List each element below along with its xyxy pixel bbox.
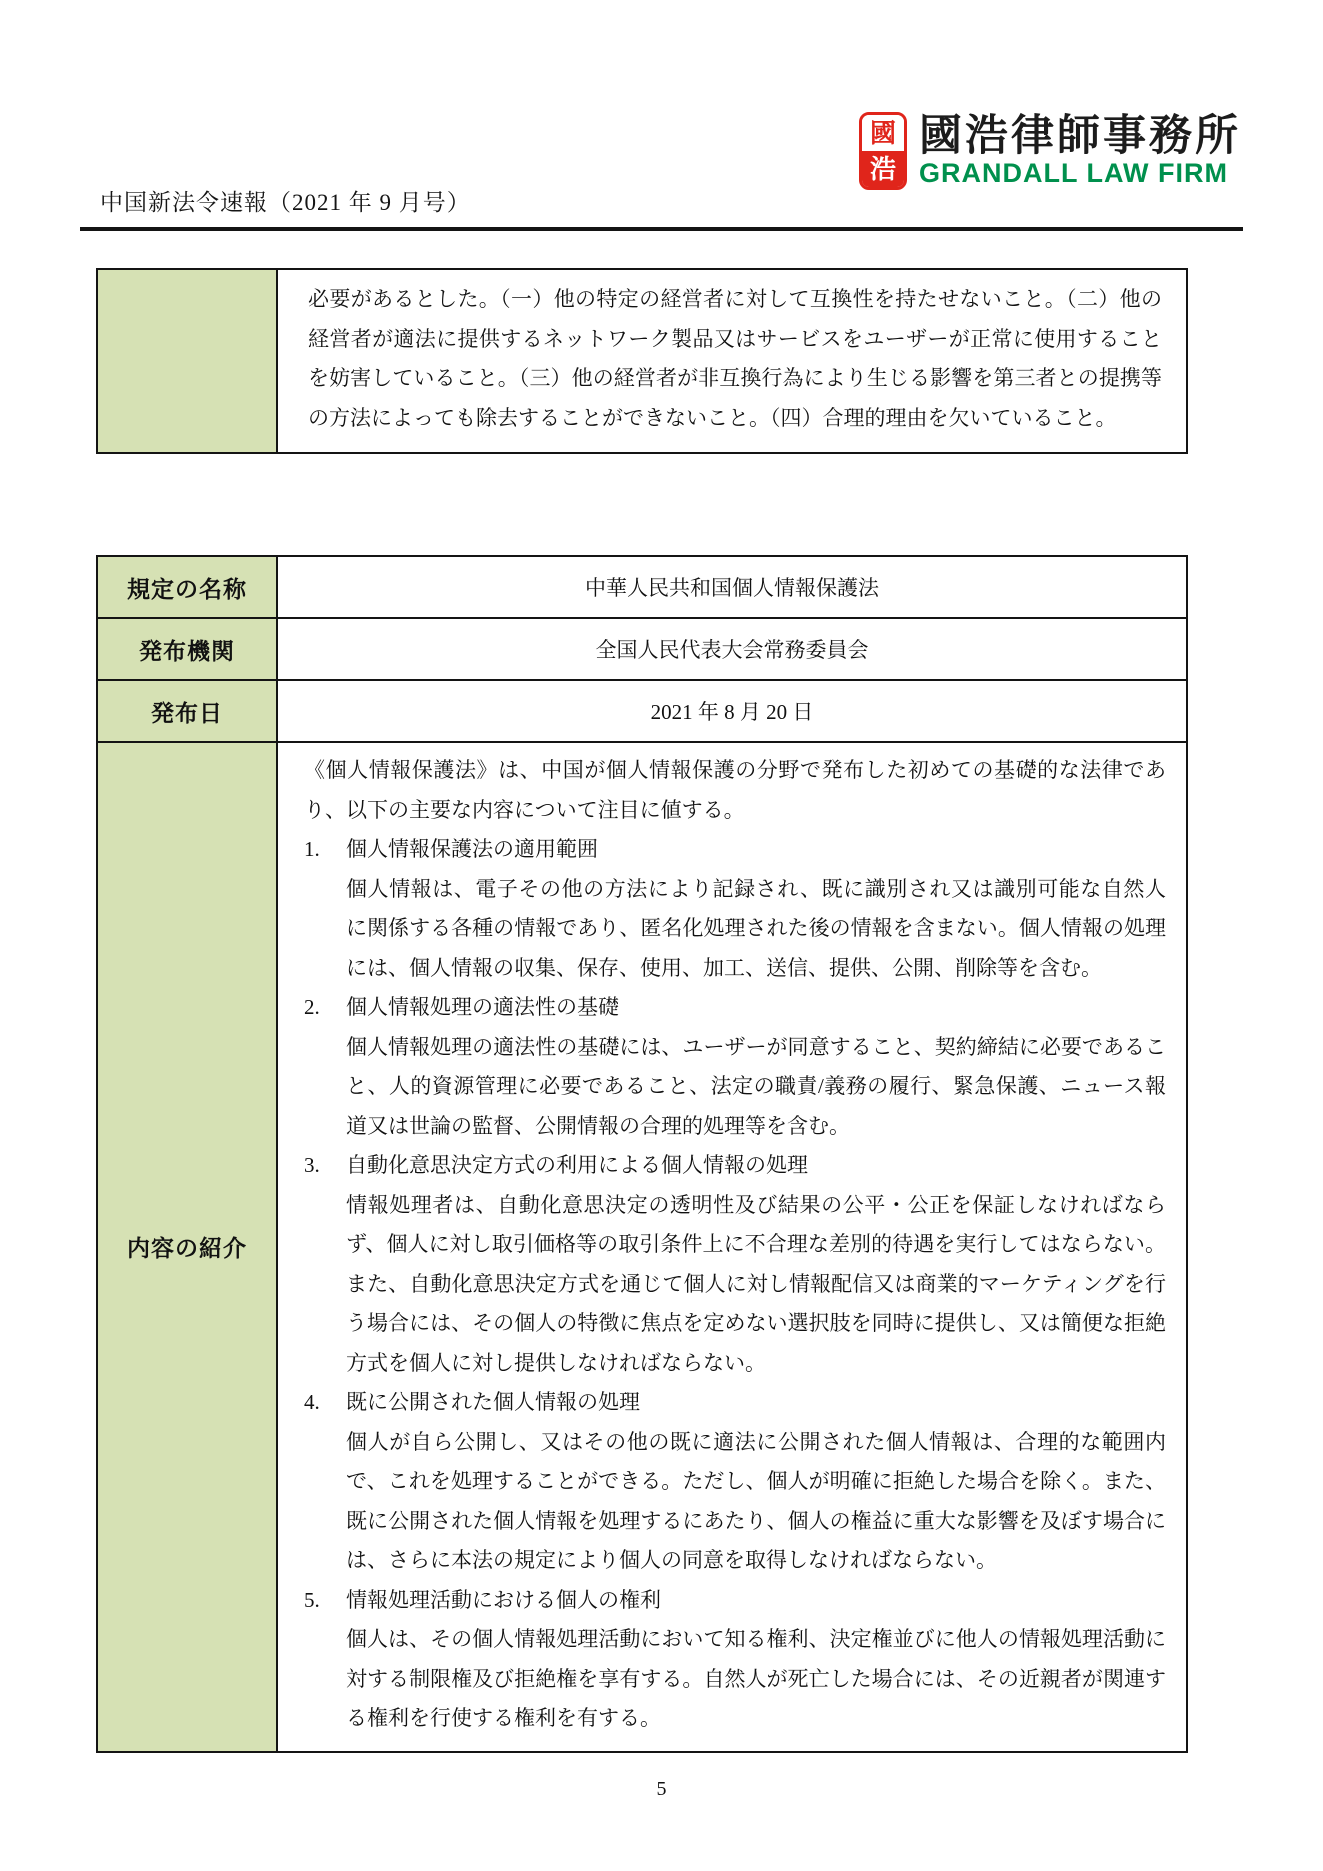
item-number: 5. <box>304 1587 320 1612</box>
table-row-content-summary <box>98 741 1186 1751</box>
firm-name-en: GRANDALL LAW FIRM <box>919 158 1228 189</box>
content-label-cell: 内容の紹介 <box>98 743 278 1751</box>
item-heading <box>304 988 1166 1028</box>
firm-logo <box>859 112 1241 190</box>
page-number: 5 <box>656 1778 667 1800</box>
content-item-1 <box>304 830 1166 988</box>
item-title: 個人情報処理の適法性の基礎 <box>346 995 619 1019</box>
content-item-3 <box>304 1146 1166 1383</box>
item-body: 個人情報は、電子その他の方法により記録され、既に識別され又は識別可能な自然人に関係する各種の情報であり、匿名化処理された後の情報を含まない。個人情報の処理には、個人情報の収集、保存、使用、加工、送信、提供、公開、削除等を含む。 <box>346 876 1166 980</box>
newsletter-title: 中国新法令速報（2021 年 9 月号） <box>100 190 471 215</box>
continuation-label-cell <box>98 270 278 452</box>
item-number: 3. <box>304 1153 320 1177</box>
continuation-table <box>96 268 1188 454</box>
row-label: 発布日 <box>98 681 278 741</box>
firm-logo-text <box>919 114 1241 187</box>
header-divider <box>80 227 1243 231</box>
item-body: 個人情報処理の適法性の基礎には、ユーザーが同意すること、契約締結に必要であること、人的資源管理に必要であること、法定の職責/義務の履行、緊急保護、ニュース報道又は世論の監督、公開情報の合理的処理等を含む。 <box>346 1034 1166 1138</box>
firm-name-cjk: 國浩律師事務所 <box>919 112 1241 161</box>
row-value: 中華人民共和国個人情報保護法 <box>585 576 879 600</box>
row-value: 全国人民代表大会常務委員会 <box>595 638 869 662</box>
table-row-issuing-body <box>98 617 1186 679</box>
table-row-issue-date <box>98 679 1186 741</box>
row-label: 規定の名称 <box>98 557 278 617</box>
regulation-table <box>96 555 1188 1753</box>
item-heading <box>304 1581 1166 1621</box>
item-body: 個人が自ら公開し、又はその他の既に適法に公開された個人情報は、合理的な範囲内で、これを処理することができる。ただし、個人が明確に拒絶した場合を除く。また、既に公開された個人情報を処理するにあたり、個人の権益に重大な影響を及ぼす場合には、さらに本法の規定により個人の同意を取得しなければならない。 <box>346 1429 1166 1572</box>
page-header <box>80 0 1243 231</box>
item-number: 4. <box>304 1390 320 1414</box>
item-title: 個人情報保護法の適用範囲 <box>346 837 598 861</box>
item-body: 情報処理者は、自動化意思決定の透明性及び結果の公平・公正を保証しなければならず、個人に対し取引価格等の取引条件上に不合理な差別的待遇を実行してはならない。また、自動化意思決定方式を通じて個人に対し情報配信又は商業的マーケティングを行う場合には、その個人の特徴に焦点を定めない選択肢を同時に提供し、又は簡便な拒絶方式を個人に対し提供しなければならない。 <box>346 1192 1166 1375</box>
row-label: 発布機関 <box>98 619 278 679</box>
content-item-2 <box>304 988 1166 1146</box>
item-number: 1. <box>304 837 320 861</box>
item-heading <box>304 1383 1166 1423</box>
seal-character-top: 國 <box>862 115 904 151</box>
firm-seal-icon <box>859 112 907 190</box>
item-title: 自動化意思決定方式の利用による個人情報の処理 <box>346 1153 808 1177</box>
item-body: 個人は、その個人情報処理活動において知る権利、決定権並びに他人の情報処理活動に対する制限権及び拒絶権を享有する。自然人が死亡した場合には、その近親者が関連する権利を行使する権利を有する。 <box>346 1627 1166 1730</box>
row-value: 2021 年 8 月 20 日 <box>650 700 814 724</box>
item-title: 情報処理活動における個人の権利 <box>346 1587 661 1612</box>
item-heading <box>304 1146 1166 1186</box>
seal-character-bottom: 浩 <box>862 151 904 187</box>
item-heading <box>304 830 1166 870</box>
table-row-regulation-name <box>98 557 1186 617</box>
item-title: 既に公開された個人情報の処理 <box>346 1390 640 1414</box>
content-summary-cell <box>278 743 1186 1751</box>
continuation-body-cell: 必要があるとした。（一）他の特定の経営者に対して互換性を持たせないこと。（二）他の経営者が適法に提供するネットワーク製品又はサービスをユーザーが正常に使用することを妨害していること。（三）他の経営者が非互換行為により生じる影響を第三者との提携等の方法によっても除去することができないこと。（四）合理的理由を欠いていること。 <box>308 287 1162 430</box>
content-item-4 <box>304 1383 1166 1581</box>
content-item-5 <box>304 1581 1166 1739</box>
item-number: 2. <box>304 995 320 1019</box>
content-intro: 《個人情報保護法》は、中国が個人情報保護の分野で発布した初めての基礎的な法律であり、以下の主要な内容について注目に値する。 <box>304 758 1166 822</box>
continuation-row <box>98 270 1186 452</box>
